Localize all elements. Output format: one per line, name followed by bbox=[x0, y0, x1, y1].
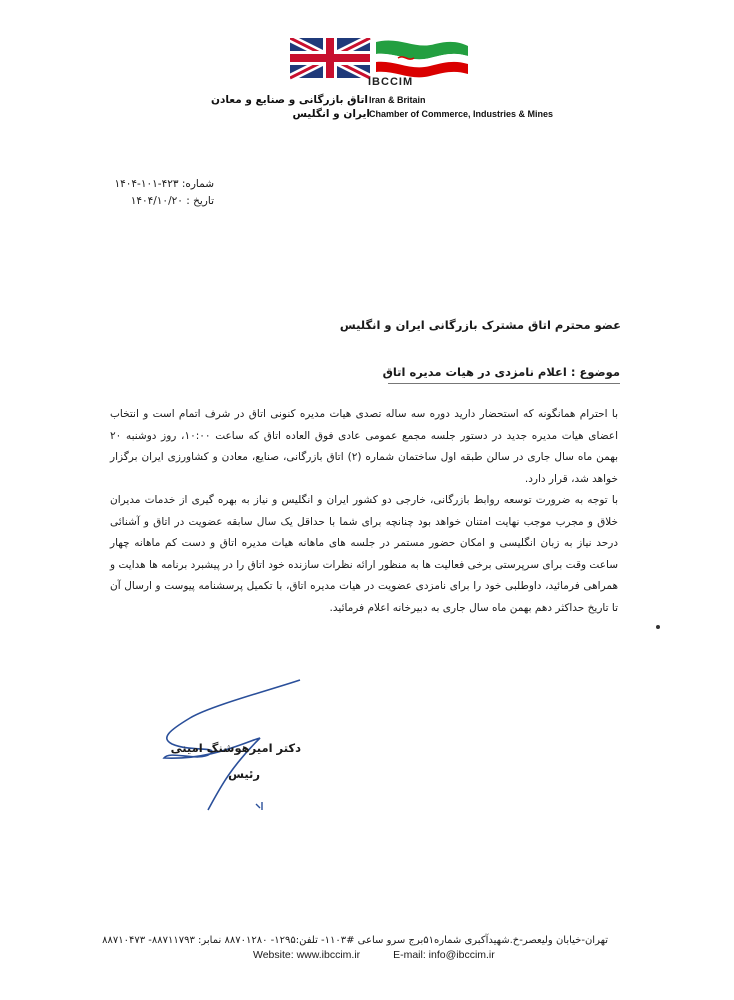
uk-flag-icon bbox=[290, 38, 370, 78]
letterhead-persian-line2: ایران و انگلیس bbox=[292, 108, 370, 120]
subject-underline bbox=[388, 383, 620, 384]
letter-date: تاریخ : ۱۴۰۴/۱۰/۲۰ bbox=[130, 195, 214, 207]
footer-email[interactable]: E-mail: info@ibccim.ir bbox=[393, 949, 495, 961]
letter-body bbox=[110, 404, 618, 619]
signatory-title: رئیس bbox=[228, 767, 260, 781]
iran-flag-icon bbox=[376, 40, 468, 77]
body-paragraph-2: با توجه به ضرورت توسعه روابط بازرگانی، خارجی دو کشور ایران و انگلیس و نیاز به بهره گیری از خدمات مدیران خلاق و مجرب موجب نهایت امتنان خواهد بود چنانچه برای شما با حداقل یک سال سابقه عضویت در اتاق و آشنائی درحد نیاز به زبان انگلیسی و امکان حضور مستمر در جلسه های ماهانه هیات مدیره اتاق و دست کم ماهانه چهار ساعت وقت برای سرپرستی برخی فعالیت ها به منظور ارائه نظرات سازنده خود اتاق را در پیشبرد برنامه ها هدایت و همراهی فرمائید، داوطلبی خود را برای نامزدی عضویت در هیات مدیره اتاق، با تکمیل پرسشنامه پیوست و ارسال آن تا تاریخ حداکثر دهم بهمن ماه سال جاری به دبیرخانه اعلام فرمائید. bbox=[110, 494, 618, 614]
subject-text: اعلام نامزدی در هیات مدیره اتاق bbox=[382, 365, 567, 379]
letterhead-english-line1: Iran & Britain bbox=[369, 95, 426, 105]
letterhead-acronym: IBCCIM bbox=[368, 76, 414, 88]
letter-number: شماره: ۴۲۳-۱۰۱-۱۴۰۴ bbox=[114, 178, 214, 190]
body-paragraph-1: با احترام همانگونه که استحضار دارید دوره سه ساله تصدی هیات مدیره کنونی اتاق در شرف اتمام است و انتخاب اعضای هیات مدیره جدید در دستور جلسه مجمع عمومی عادی فوق العاده اتاق که ساعت ۱۰:۰۰، روز دوشنبه ۲۰ بهمن ماه سال جاری در سالن طبقه اول ساختمان شماره (۲) اتاق بازرگانی، صنایع، معادن و کشاورزی ایران برگزار خواهد شد، قرار دارد. bbox=[110, 408, 618, 485]
footer-address: تهران-خیابان ولیعصر-خ.شهیدآکبری شماره۵۱برج سرو ساعی #۱۱۰۳- تلفن:۱۲۹۵- ۸۸۷۰۱۲۸۰ نمابر: ۸۸۷۱۱۷۹۳- ۸۸۷۱۰۴۷۳ bbox=[102, 935, 608, 946]
letterhead-persian-line1: اتاق بازرگانی و صنایع و معادن bbox=[210, 94, 368, 106]
footer-contact bbox=[253, 949, 495, 961]
stray-dot bbox=[656, 625, 660, 629]
subject-label: موضوع : bbox=[570, 365, 620, 379]
letterhead-english-line2: Chamber of Commerce, Industries & Mines bbox=[369, 109, 554, 119]
signatory-name: دکتر امیرهوشنگ امینی bbox=[170, 741, 301, 755]
subject-line bbox=[383, 365, 620, 379]
addressee: عضو محترم اتاق مشترک بازرگانی ایران و انگلیس bbox=[339, 318, 621, 332]
footer-website[interactable]: Website: www.ibccim.ir bbox=[253, 949, 361, 961]
